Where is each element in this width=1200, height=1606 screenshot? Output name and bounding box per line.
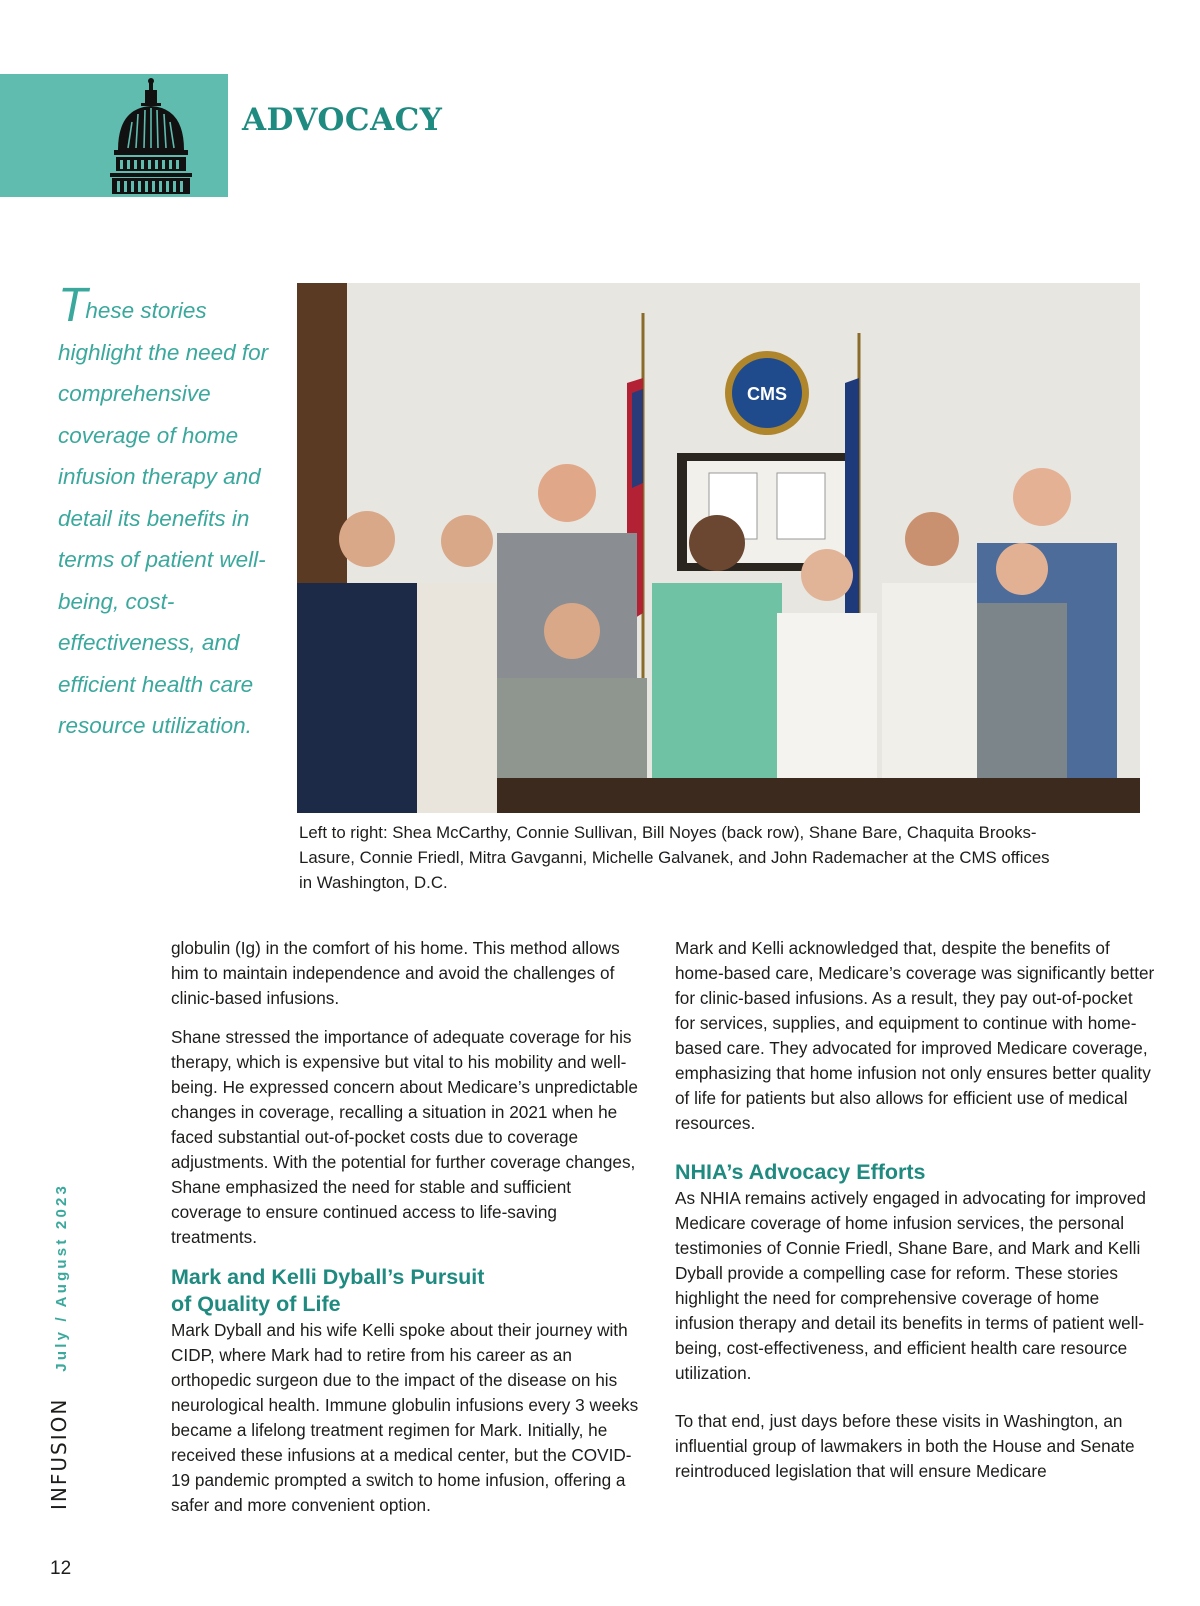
capitol-icon: [108, 78, 194, 196]
left-paragraph-2: Shane stressed the importance of adequate coverage for his therapy, which is expensive but vital to his mobility and well-being. He expressed concern about Medicare’s unpredictable changes in coverage, recalling a situation in 2021 when he faced substantial out-of-pocket costs due to coverage adjustments. With the potential for further coverage changes, Shane emphasized the need for stable and sufficient coverage to ensure continued access to life-saving treatments.: [171, 1027, 638, 1247]
left-paragraph-1: globulin (Ig) in the comfort of his home. This method allows him to maintain independence and avoid the challenges of clinic-based infusions.: [171, 938, 620, 1008]
vertical-footer: [47, 1183, 71, 1510]
dyball-heading: Mark and Kelli Dyball’s Pursuit of Quality of Life: [171, 1265, 485, 1316]
left-paragraph-3: Mark Dyball and his wife Kelli spoke about their journey with CIDP, where Mark had to retire from his career as an orthopedic surgeon due to the impact of the disease on his neurological health. Immune globulin infusions every 3 weeks became a lifelong treatment regimen for Mark. Initially, he received these infusions at a medical center, but the COVID-19 pandemic prompted a switch to home infusion, offering a safer and more convenient option.: [171, 1320, 639, 1515]
group-photo: [297, 283, 1140, 813]
section-title: ADVOCACY: [242, 102, 443, 138]
pull-quote: [58, 279, 278, 747]
right-paragraph-3: To that end, just days before these visits in Washington, an influential group of lawmakers in both the House and Senate reintroduced legislation that will ensure Medicare: [675, 1411, 1135, 1481]
page-number: 12: [50, 1558, 72, 1579]
photo-caption: Left to right: Shea McCarthy, Connie Sullivan, Bill Noyes (back row), Shane Bare, Chaquita Brooks-Lasure, Connie Friedl, Mitra Gavganni, Michelle Galvanek, and John Rademacher at the CMS offices in Washington, D.C.: [299, 823, 1050, 892]
group-photo-illustration: [297, 283, 1140, 813]
issue-date: July / August 2023: [53, 1182, 70, 1372]
pull-quote-text: hese stories highlight the need for comprehensive coverage of home infusion therapy and detail its benefits in terms of patient well-being, cost-effectiveness, and efficient health care resource utilization.: [58, 298, 269, 738]
nhia-heading: NHIA’s Advocacy Efforts: [675, 1160, 926, 1184]
pull-quote-drop-cap: T: [58, 279, 88, 332]
right-paragraph-1: Mark and Kelli acknowledged that, despite the benefits of home-based care, Medicare’s coverage was significantly better for clinic-based infusions. As a result, they pay out-of-pocket for services, supplies, and equipment to continue with home-based care. They advocated for improved Medicare coverage, emphasizing that home infusion not only ensures better quality of life for patients but also allows for efficient use of medical resources.: [675, 938, 1155, 1133]
right-column: [675, 936, 1155, 1484]
cms-seal-text: CMS: [747, 384, 787, 404]
left-column: [171, 936, 646, 1518]
magazine-brand: INFUSION: [47, 1397, 71, 1510]
right-paragraph-2: As NHIA remains actively engaged in advocating for improved Medicare coverage of home infusion services, the personal testimonies of Connie Friedl, Shane Bare, and Mark and Kelli Dyball provide a compelling case for reform. These stories highlight the need for comprehensive coverage of home infusion therapy and detail its benefits in terms of patient well-being, cost-effectiveness, and efficient health care resource utilization.: [675, 1188, 1146, 1383]
